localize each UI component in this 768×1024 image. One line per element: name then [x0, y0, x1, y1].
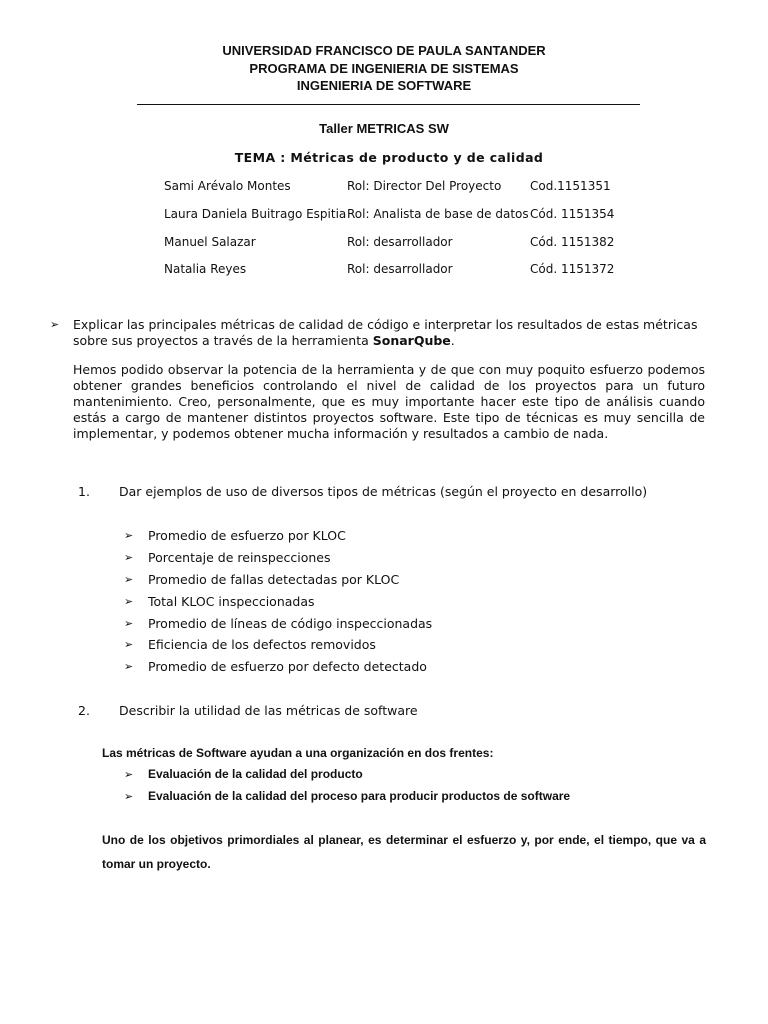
answer-intro: Las métricas de Software ayudan a una organización en dos frentes: [102, 746, 494, 760]
member-name: Laura Daniela Buitrago Espitia [164, 207, 347, 221]
member-role: Rol: desarrollador [347, 262, 453, 276]
member-code: Cód. 1151372 [530, 262, 615, 276]
list-item: Evaluación de la calidad del proceso para producir productos de software [148, 789, 571, 803]
member-name: Manuel Salazar [164, 235, 256, 249]
question-number: 2. [78, 703, 90, 718]
question-explain-metrics [73, 317, 713, 349]
question-text: Explicar las principales métricas de calidad de código e interpretar los resultados de estas métricas sobre sus proyectos a través de la herramienta [73, 317, 698, 348]
arrow-bullet-icon: ➢ [124, 595, 134, 608]
member-name: Natalia Reyes [164, 262, 247, 276]
closing-paragraph: Uno de los objetivos primordiales al planear, es determinar el esfuerzo y, por ende, el tiempo, que va a tomar un proyecto. [102, 833, 706, 871]
question-text: Describir la utilidad de las métricas de software [119, 703, 418, 718]
list-item: Porcentaje de reinspecciones [148, 550, 331, 565]
member-code: Cód. 1151382 [530, 235, 615, 249]
arrow-bullet-icon: ➢ [124, 573, 134, 586]
topic-title: TEMA : Métricas de producto y de calidad [234, 150, 544, 165]
answer-paragraph: Hemos podido observar la potencia de la herramienta y de que con muy poquito esfuerzo podemos obtener grandes beneficios controlando el nivel de calidad de los proyectos para un futuro mantenimiento. Creo, personalmente, que es muy importante hacer este tipo de análisis cuando estás a cargo de mantener distintos proyectos software. Este tipo de técnicas es muy sencilla de implementar, y podemos obtener mucha información y resultados a cambio de nada. [73, 362, 705, 441]
question-number: 1. [78, 484, 90, 499]
list-item: Promedio de líneas de código inspeccionadas [148, 616, 433, 631]
arrow-bullet-icon: ➢ [124, 551, 134, 564]
list-item: Promedio de fallas detectadas por KLOC [148, 572, 400, 587]
member-role: Rol: Director Del Proyecto [347, 179, 502, 193]
list-item: Total KLOC inspeccionadas [148, 594, 315, 609]
arrow-bullet-icon: ➢ [124, 790, 134, 803]
member-name: Sami Arévalo Montes [164, 179, 291, 193]
member-role: Rol: desarrollador [347, 235, 453, 249]
arrow-bullet-icon: ➢ [50, 318, 60, 331]
list-item: Eficiencia de los defectos removidos [148, 637, 376, 652]
arrow-bullet-icon: ➢ [124, 638, 134, 651]
university-heading: UNIVERSIDAD FRANCISCO DE PAULA SANTANDER [222, 43, 546, 58]
list-item: Evaluación de la calidad del producto [148, 767, 363, 781]
workshop-title: Taller METRICAS SW [319, 121, 449, 136]
list-item: Promedio de esfuerzo por KLOC [148, 528, 346, 543]
member-code: Cod.1151351 [530, 179, 611, 193]
arrow-bullet-icon: ➢ [124, 768, 134, 781]
tool-name: SonarQube [372, 333, 451, 348]
arrow-bullet-icon: ➢ [124, 529, 134, 542]
program-heading: PROGRAMA DE INGENIERIA DE SISTEMAS [249, 61, 519, 76]
arrow-bullet-icon: ➢ [124, 617, 134, 630]
arrow-bullet-icon: ➢ [124, 660, 134, 673]
member-code: Cód. 1151354 [530, 207, 615, 221]
question-text: Dar ejemplos de uso de diversos tipos de métricas (según el proyecto en desarrollo) [119, 484, 648, 499]
list-item: Promedio de esfuerzo por defecto detectado [148, 659, 427, 674]
field-heading: INGENIERIA DE SOFTWARE [296, 78, 472, 93]
question-end: . [450, 333, 455, 348]
header-divider [137, 104, 640, 105]
member-role: Rol: Analista de base de datos [347, 207, 529, 221]
